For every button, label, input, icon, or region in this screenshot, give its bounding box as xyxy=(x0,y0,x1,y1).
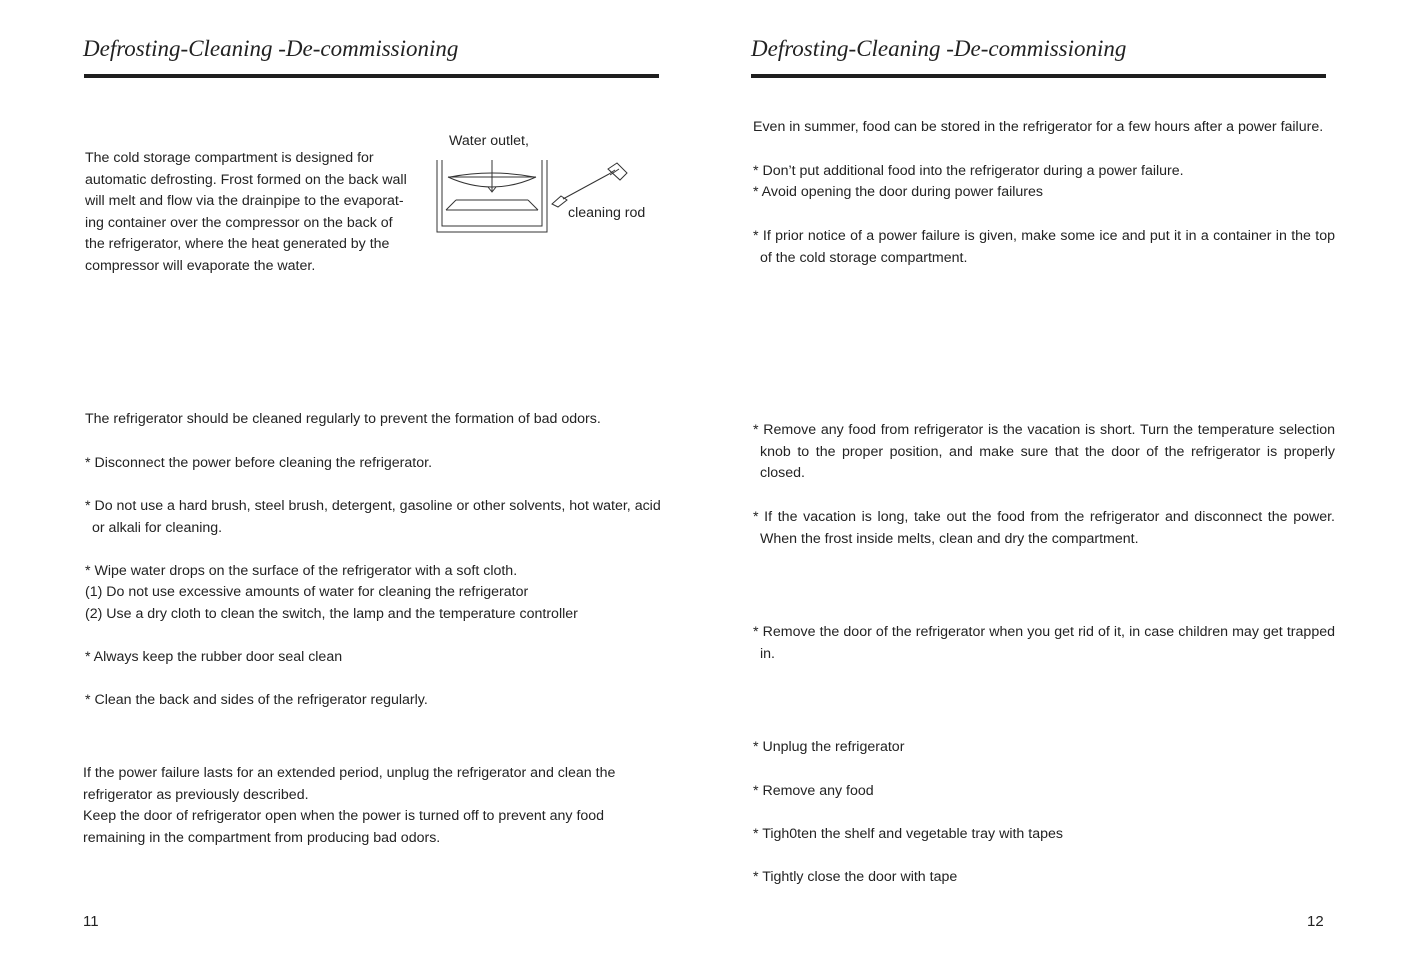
bullet-tighten-shelf: * Tigh0ten the shelf and vegetable tray with tapes xyxy=(753,826,1063,842)
page-number: 12 xyxy=(1307,913,1324,930)
bullet-seal: * Always keep the rubber door seal clean xyxy=(85,649,343,665)
water-outlet-label: Water outlet, xyxy=(449,133,529,149)
bullet-vacation-long: * If the vacation is long, take out the food from the refrigerator and disconnect the power. When the frost inside melts, clean and dry the compartment. xyxy=(753,509,1335,547)
water-outlet-figure xyxy=(436,132,656,236)
defrost-paragraph xyxy=(85,148,425,278)
right-page xyxy=(701,0,1402,954)
power-failure-line: refrigerator as previously described. xyxy=(83,786,309,803)
bullet-back: * Clean the back and sides of the refrigerator regularly. xyxy=(85,692,428,708)
power-failure-line: remaining in the compartment from producing bad odors. xyxy=(83,829,441,846)
title-rule xyxy=(751,74,1326,78)
cleaning-rod-icon xyxy=(552,163,627,207)
defrost-line: ing container over the compressor on the back of xyxy=(85,214,393,231)
defrost-line: compressor will evaporate the water. xyxy=(85,257,316,274)
cleaning-intro: The refrigerator should be cleaned regularly to prevent the formation of bad odors. xyxy=(85,411,601,427)
bullet-no-open: * Avoid opening the door during power failures xyxy=(753,184,1043,200)
power-failure-long-paragraph xyxy=(83,763,663,849)
power-failure-line: If the power failure lasts for an extended period, unplug the refrigerator and clean the xyxy=(83,765,616,781)
bullet-unplug: * Unplug the refrigerator xyxy=(753,739,905,755)
defrost-line: the refrigerator, where the heat generated by the xyxy=(85,236,390,253)
bullet-remove-door: * Remove the door of the refrigerator when you get rid of it, in case children may get trapped in. xyxy=(753,624,1335,662)
bullet-ice: * If prior notice of a power failure is given, make some ice and put it in a container in the top of the cold storage compartment. xyxy=(753,228,1335,266)
bullet-wipe: * Wipe water drops on the surface of the refrigerator with a soft cloth. xyxy=(85,563,518,579)
bullet-disconnect: * Disconnect the power before cleaning the refrigerator. xyxy=(85,455,433,471)
page-title: Defrosting-Cleaning -De-commissioning xyxy=(83,36,459,61)
page-title: Defrosting-Cleaning -De-commissioning xyxy=(751,36,1127,61)
bullet-no-brush: * Do not use a hard brush, steel brush, detergent, gasoline or other solvents, hot water, acid or alkali for cleaning. xyxy=(85,498,661,536)
defrost-line: The cold storage compartment is designed for xyxy=(85,150,374,166)
step-2: (2) Use a dry cloth to clean the switch, the lamp and the temperature controller xyxy=(85,606,578,622)
bullet-vacation-short: * Remove any food from refrigerator is the vacation is short. Turn the temperature selection knob to the proper position, and make sure that the door of the refrigerator is properly closed. xyxy=(753,422,1335,482)
power-failure-line: Keep the door of refrigerator open when the power is turned off to prevent any food xyxy=(83,808,605,825)
power-failure-intro: Even in summer, food can be stored in the refrigerator for a few hours after a power failure. xyxy=(753,119,1324,135)
defrost-line: will melt and flow via the drainpipe to the evaporat- xyxy=(85,193,404,210)
defrost-line: automatic defrosting. Frost formed on the back wall xyxy=(85,171,407,188)
bullet-no-food: * Don’t put additional food into the refrigerator during a power failure. xyxy=(753,163,1184,179)
cleaning-rod-label: cleaning rod xyxy=(568,205,646,221)
page-number: 11 xyxy=(83,913,99,930)
bullet-close-door: * Tightly close the door with tape xyxy=(753,869,958,885)
title-rule xyxy=(84,74,659,78)
bullet-remove-food: * Remove any food xyxy=(753,783,874,799)
step-1: (1) Do not use excessive amounts of water for cleaning the refrigerator xyxy=(85,584,529,600)
